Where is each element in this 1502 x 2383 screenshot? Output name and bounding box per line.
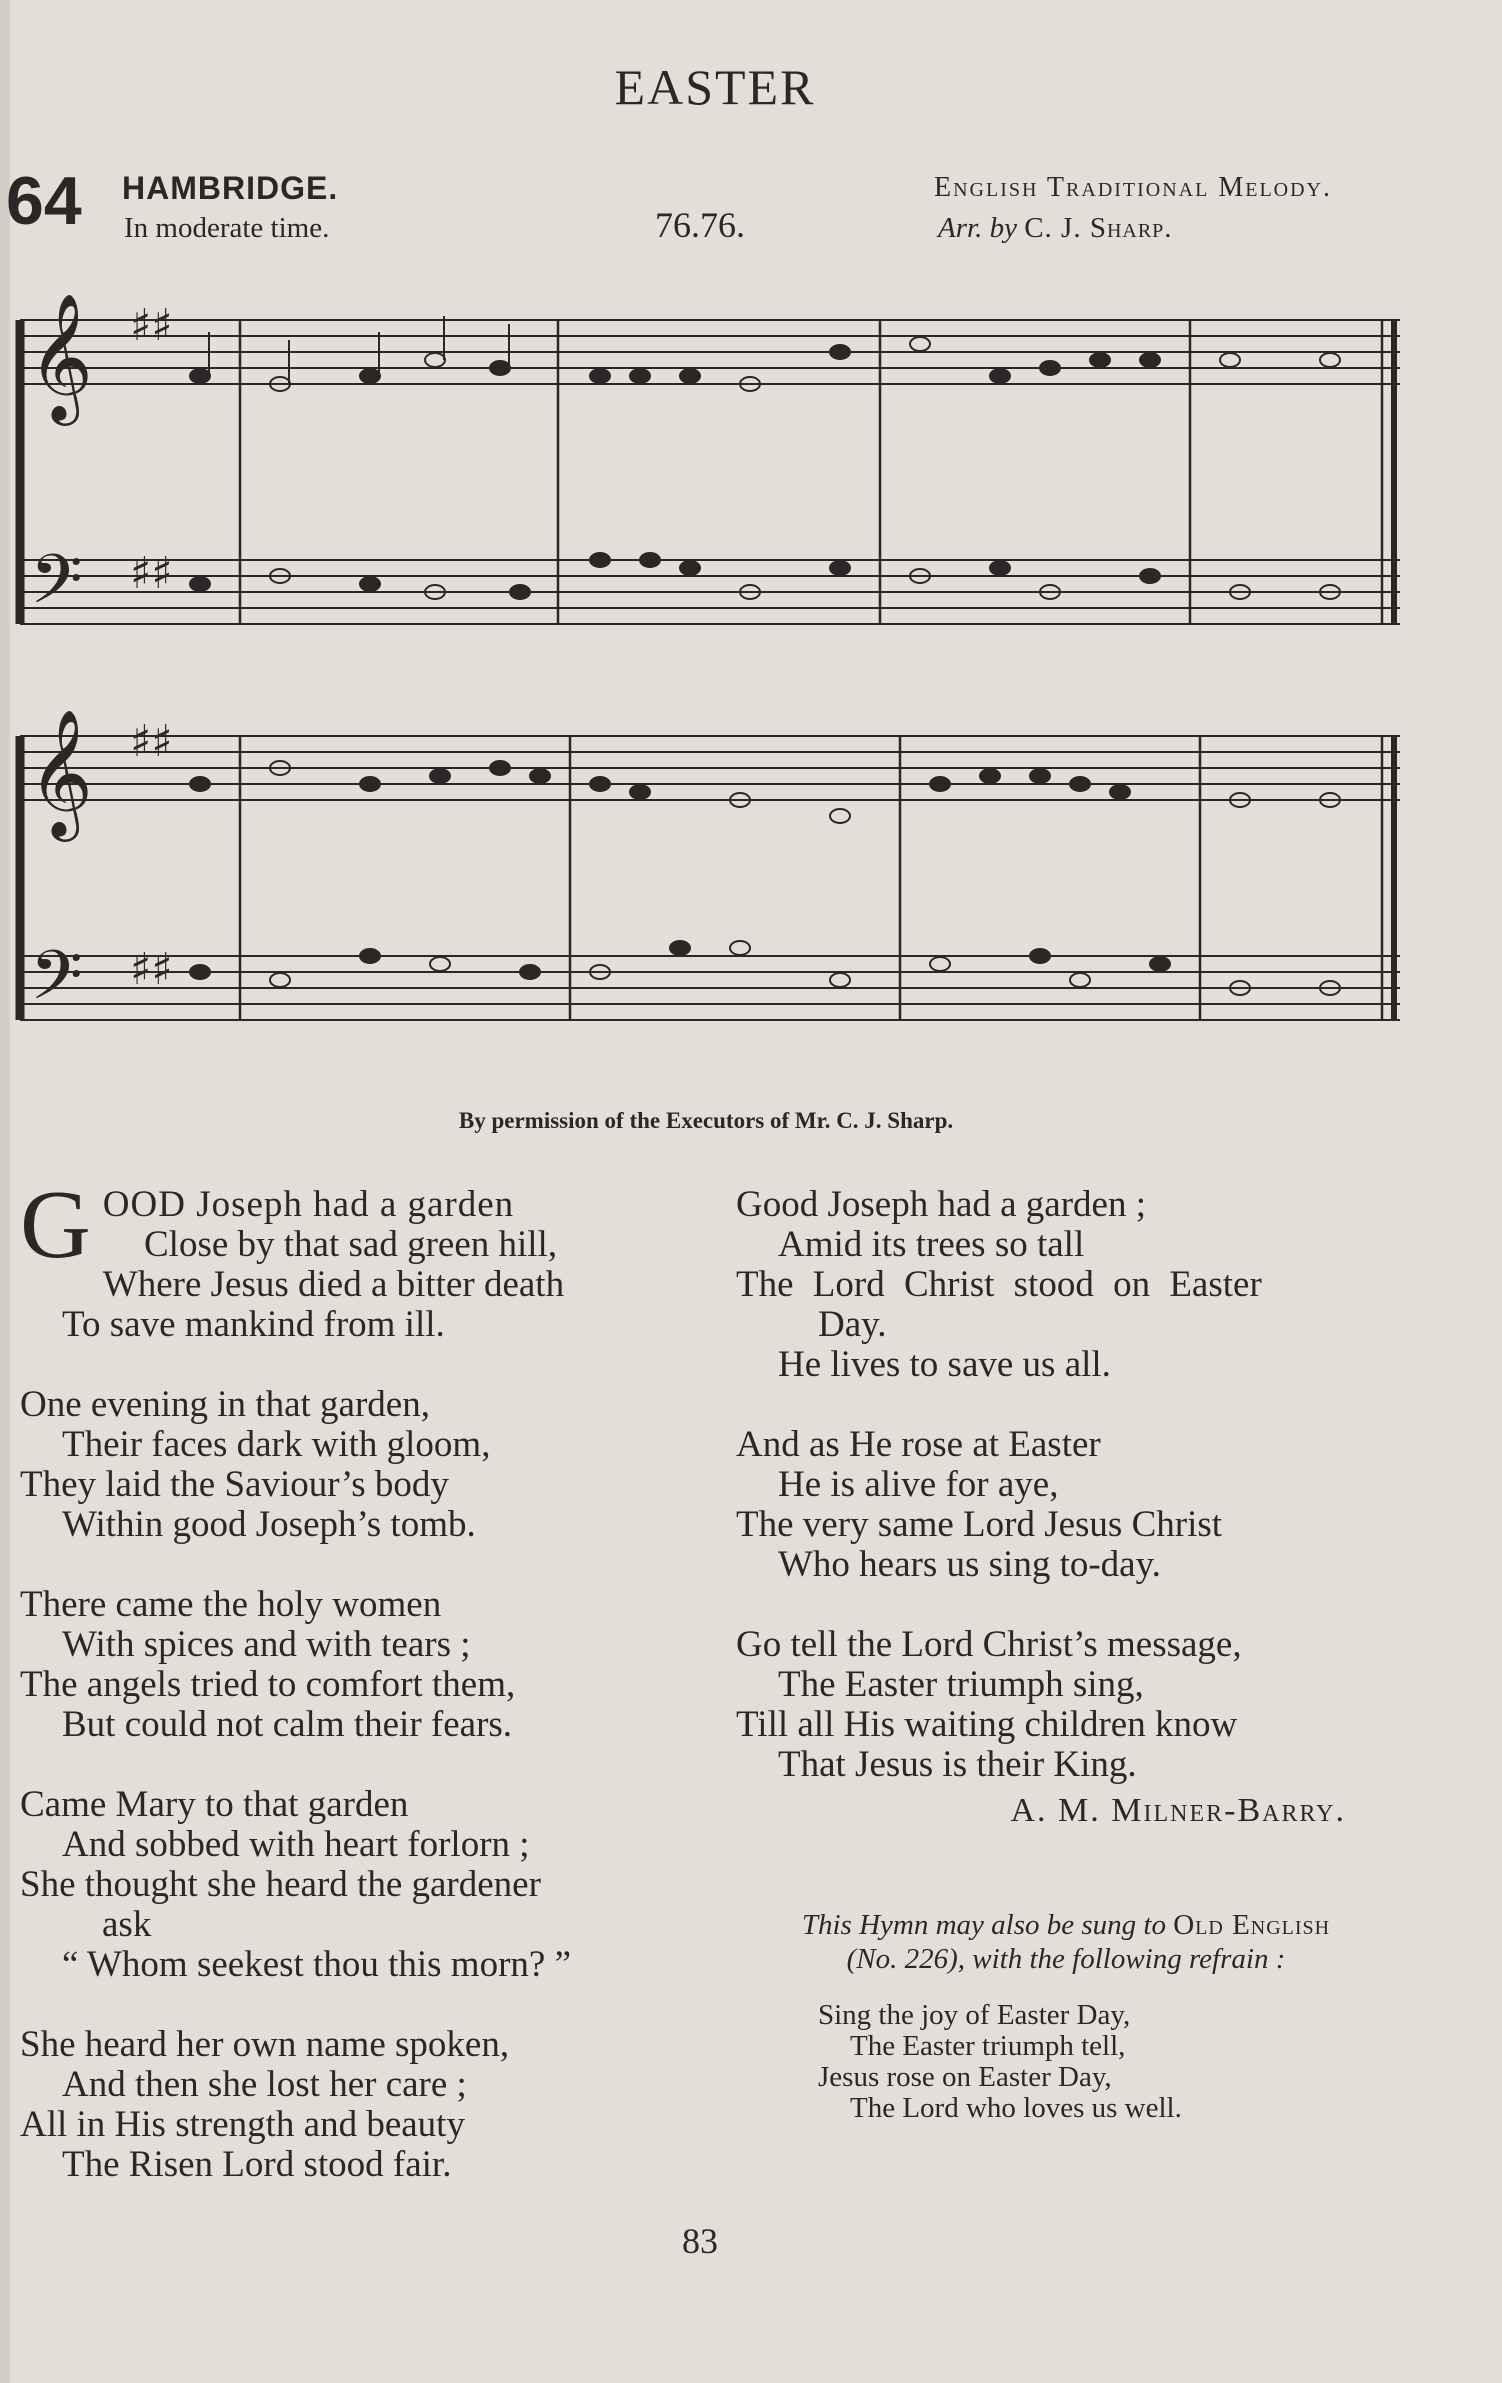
verse-line: He lives to save us all. (778, 1344, 1111, 1385)
score-system-2 (20, 708, 1400, 1032)
bass-clef-2: 𝄢 (30, 937, 83, 1032)
hymn-author (736, 1791, 1416, 1831)
verse-5 (20, 2025, 700, 2185)
verse-line: They laid the Saviour’s body (20, 1464, 449, 1505)
verse-line: One evening in that garden, (20, 1384, 430, 1425)
bass-staff-1 (20, 560, 1400, 624)
barlines-2 (20, 736, 1394, 1020)
treble-clef-2: 𝄞 (28, 708, 94, 836)
verse-6 (736, 1185, 1416, 1385)
arranger-credit (938, 212, 1173, 245)
verse-line: With spices and with tears ; (62, 1624, 471, 1665)
tune-name: HAMBRIDGE. (122, 170, 339, 206)
verse-line: Go tell the Lord Christ’s message, (736, 1624, 1242, 1665)
key-signature-treble-1: ♯♯ (130, 300, 173, 351)
author-name: A. M. Milner-Barry. (1010, 1792, 1346, 1829)
alternate-tune-note (716, 1908, 1416, 1976)
note-text-1: This Hymn may also be sung to (801, 1909, 1166, 1941)
verse-line: Day. (818, 1304, 887, 1345)
verse-line: Their faces dark with gloom, (62, 1424, 491, 1465)
verse-line: The Lord Christ stood on Easter (736, 1264, 1262, 1305)
verse-line: And as He rose at Easter (736, 1424, 1101, 1465)
verse-line: There came the holy women (20, 1584, 442, 1625)
verse-line: She heard her own name spoken, (20, 2024, 510, 2065)
verse-line: The very same Lord Jesus Christ (736, 1504, 1223, 1545)
verse-line: Amid its trees so tall (778, 1224, 1085, 1265)
verse-1 (20, 1171, 700, 1345)
verse-line: She thought she heard the gardener (20, 1864, 541, 1905)
notes-system-2 (190, 761, 1340, 995)
verse-4 (20, 1785, 700, 1985)
verse-3 (20, 1585, 700, 1745)
hymn-number: 64 (6, 163, 82, 239)
section-title: EASTER (614, 59, 816, 115)
refrain-line: The Easter triumph tell, (850, 2030, 1126, 2062)
verse-line: The Easter triumph sing, (778, 1664, 1144, 1705)
verse-line: The Risen Lord stood fair. (62, 2144, 452, 2185)
refrain (818, 2000, 1182, 2124)
note-text-2: (No. 226), with the following refrain : (846, 1943, 1286, 1975)
treble-staff-2 (20, 736, 1400, 800)
verse-2 (20, 1385, 700, 1545)
verse-line: Where Jesus died a bitter death (102, 1264, 565, 1305)
verse-line: The angels tried to comfort them, (20, 1664, 516, 1705)
verse-line: “ Whom seekest thou this morn? ” (62, 1944, 571, 1985)
barlines-1 (20, 320, 1394, 624)
verse-line: Within good Joseph’s tomb. (62, 1504, 476, 1545)
key-signature-bass-1: ♯♯ (130, 548, 173, 599)
arranger-prefix: Arr. by (938, 212, 1017, 244)
verse-line: OOD Joseph had a garden (102, 1184, 515, 1225)
verse-line: Good Joseph had a garden ; (736, 1184, 1146, 1225)
metre: 76.76. (655, 205, 745, 245)
arranger-name: C. J. Sharp. (1024, 212, 1173, 244)
verse-line: Who hears us sing to-day. (778, 1544, 1161, 1585)
refrain-line: The Lord who loves us well. (850, 2092, 1182, 2124)
verses-left-column (20, 1171, 700, 2225)
drop-capital: G (20, 1171, 91, 1279)
refrain-line: Jesus rose on Easter Day, (818, 2061, 1112, 2093)
verse-line: Came Mary to that garden (20, 1784, 409, 1825)
verse-line: That Jesus is their King. (778, 1744, 1137, 1785)
bass-clef-1: 𝄢 (30, 541, 83, 636)
verse-line: All in His strength and beauty (20, 2104, 465, 2145)
music-score (0, 270, 1420, 1090)
bass-staff-2 (20, 956, 1400, 1020)
key-signature-bass-2: ♯♯ (130, 944, 173, 995)
page-number: 83 (682, 2221, 718, 2261)
verse-line: But could not calm their fears. (62, 1704, 513, 1745)
notes-system-1 (190, 316, 1340, 599)
verse-line: And sobbed with heart forlorn ; (62, 1824, 530, 1865)
verse-line: Till all His waiting children know (736, 1704, 1238, 1745)
refrain-line: Sing the joy of Easter Day, (818, 1999, 1131, 2031)
alternate-tune-name: Old English (1173, 1909, 1331, 1941)
score-system-1 (20, 292, 1400, 636)
verse-line: Close by that sad green hill, (144, 1224, 558, 1265)
verse-line: And then she lost her care ; (62, 2064, 467, 2105)
treble-clef-1: 𝄞 (28, 292, 94, 420)
treble-staff-1 (20, 320, 1400, 384)
melody-source: English Traditional Melody. (934, 172, 1333, 203)
verse-8 (736, 1625, 1416, 1785)
verses-right-column (736, 1185, 1416, 1831)
verse-line: He is alive for aye, (778, 1464, 1059, 1505)
verse-7 (736, 1425, 1416, 1585)
tempo-marking: In moderate time. (124, 212, 330, 244)
verse-line: To save mankind from ill. (62, 1304, 445, 1345)
permission-note: By permission of the Executors of Mr. C. J. Sharp. (458, 1108, 954, 1133)
key-signature-treble-2: ♯♯ (130, 716, 173, 767)
verse-line: ask (102, 1904, 152, 1945)
